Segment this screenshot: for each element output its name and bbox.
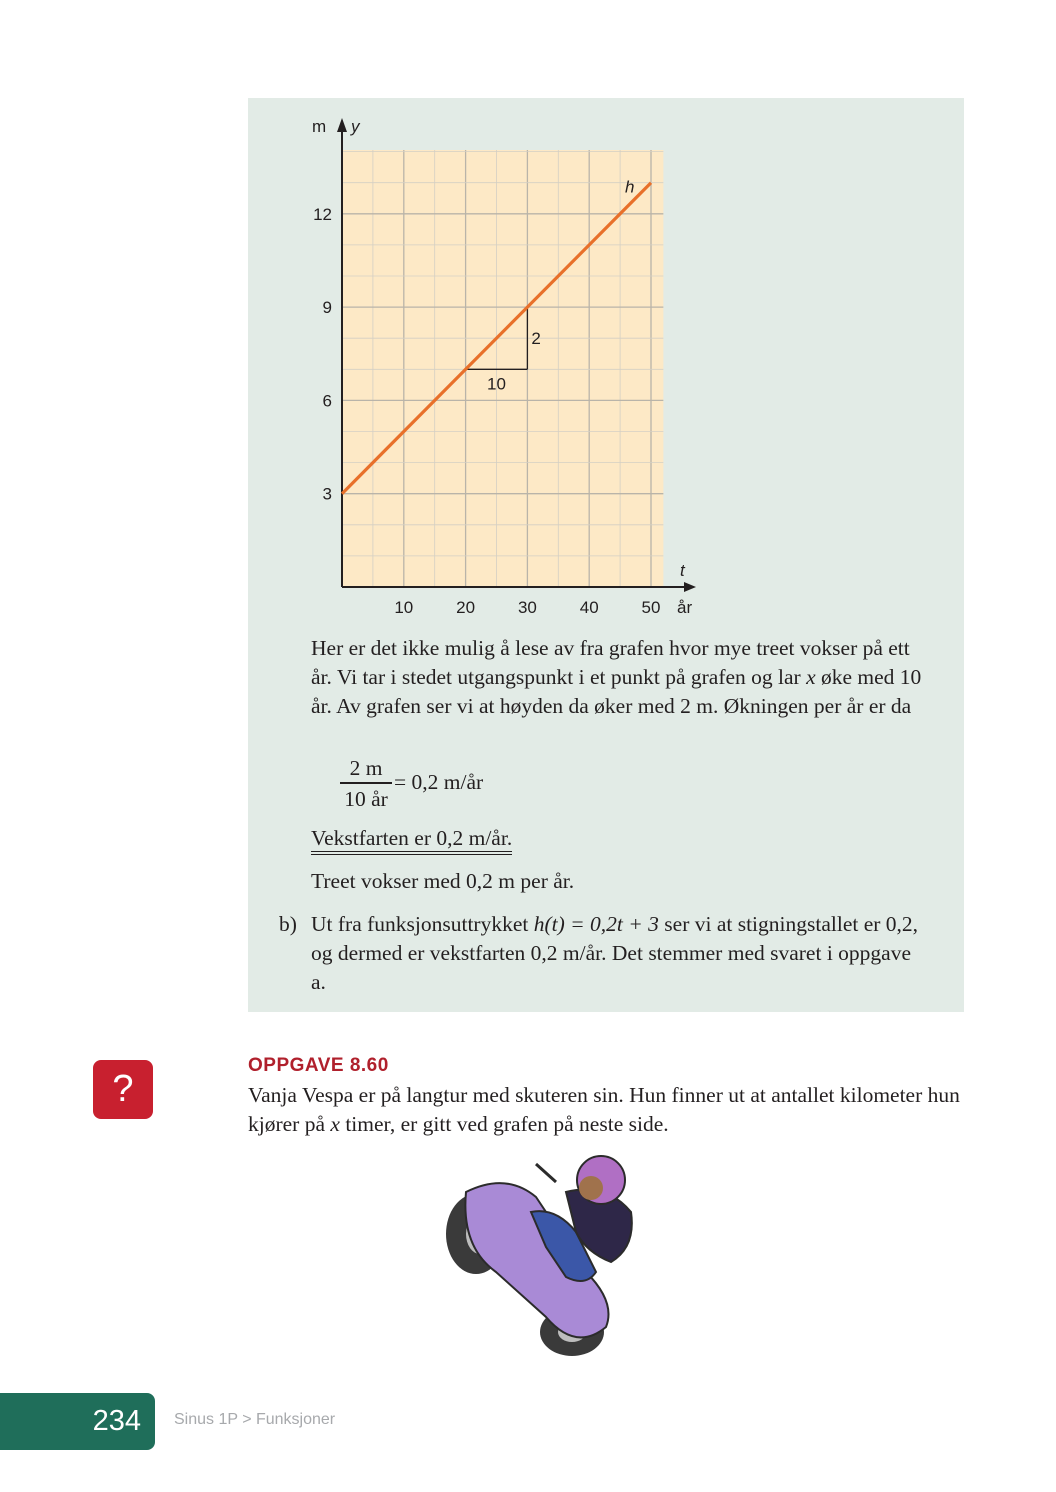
x-tick-label: 20 xyxy=(456,598,476,617)
growth-fraction xyxy=(340,754,392,812)
plot-background xyxy=(342,150,663,587)
part-b-text: Ut fra funksjonsuttrykket h(t) = 0,2t + 3 ser vi at stigningstallet er 0,2, og dermed er vekstfarten 0,2 m/år. Det stemmer med svaret i oppgave a. xyxy=(311,912,919,994)
x-unit-label: år xyxy=(677,598,693,617)
x-tick-label: 40 xyxy=(579,598,599,617)
breadcrumb: Sinus 1P > Funksjoner xyxy=(174,1411,336,1428)
growth-graph xyxy=(248,98,964,628)
y-tick-label: 9 xyxy=(322,298,332,318)
y-unit-label: m xyxy=(312,117,327,136)
fraction-numerator: 2 m xyxy=(349,756,383,780)
x-tick-label: 50 xyxy=(641,598,661,617)
question-icon: ? xyxy=(93,1060,153,1119)
solution-paragraph: Her er det ikke mulig å lese av fra grafen hvor mye treet vokser på ett år. Vi tar i stedet utgangspunkt i et punkt på grafen og lar x øke med 10 år. Av grafen ser vi at høyden da øker med 2 m. Økningen per år er da xyxy=(311,636,922,718)
part-b-label: b) xyxy=(279,912,297,936)
task-title: OPPGAVE 8.60 xyxy=(248,1055,389,1076)
scooter-rider-illustration xyxy=(436,1152,646,1364)
conclusion xyxy=(311,824,931,853)
y-axis-label: y xyxy=(351,117,360,136)
rider-face xyxy=(579,1176,603,1200)
y-tick-label: 3 xyxy=(322,484,332,504)
slope-rise-label: 2 xyxy=(531,329,541,349)
y-tick-label: 12 xyxy=(313,204,332,224)
task-text: Vanja Vespa er på langtur med skuteren sin. Hun finner ut at antallet kilometer hun kjører på x timer, er gitt ved grafen på neste side. xyxy=(248,1083,960,1136)
series-label: h xyxy=(625,177,635,197)
handlebar xyxy=(536,1164,556,1182)
y-axis-arrow xyxy=(337,118,347,132)
fraction-result: = 0,2 m/år xyxy=(394,770,484,794)
fraction-denominator: 10 år xyxy=(344,786,388,811)
statement: Treet vokser med 0,2 m per år. xyxy=(311,869,575,893)
x-tick-label: 10 xyxy=(394,598,414,617)
x-tick-label: 30 xyxy=(517,598,537,617)
x-axis-label: t xyxy=(680,561,685,580)
part-b-formula: h(t) = 0,2t + 3 xyxy=(533,912,659,936)
conclusion-text: Vekstfarten er 0,2 m/år. xyxy=(311,826,512,855)
solution-box xyxy=(248,98,964,1012)
y-tick-label: 6 xyxy=(322,391,332,411)
page-number: 234 xyxy=(0,1393,155,1450)
x-axis-arrow xyxy=(684,582,696,592)
slope-run-label: 10 xyxy=(487,374,506,394)
